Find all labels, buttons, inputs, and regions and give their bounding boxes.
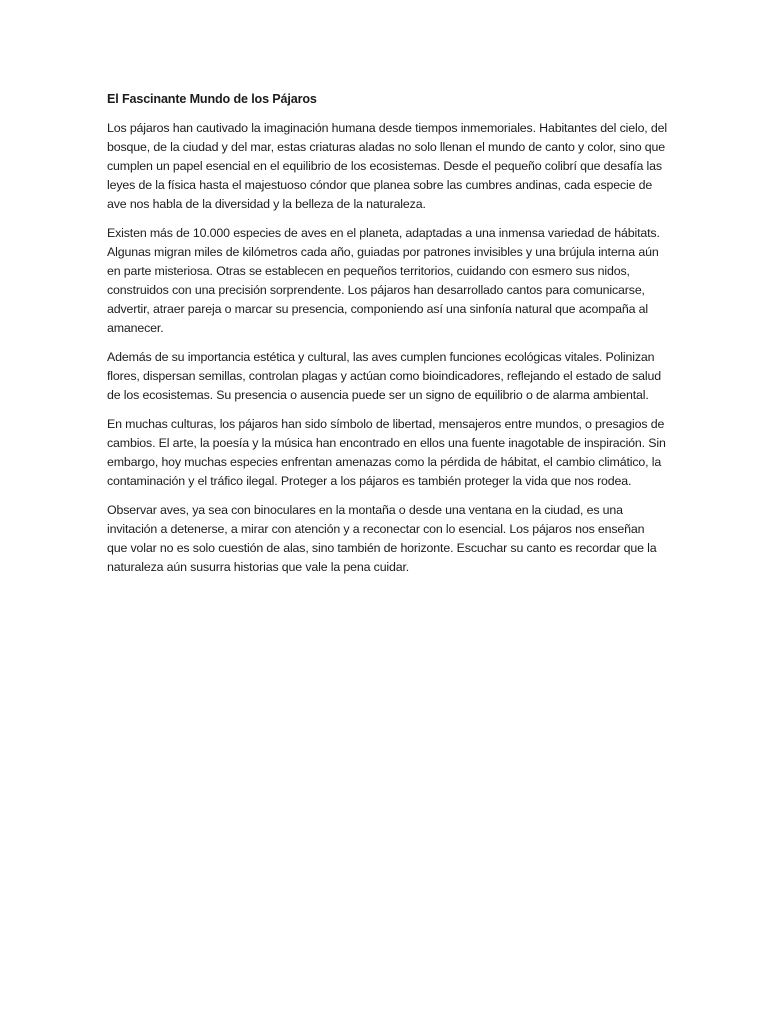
paragraph-2: Existen más de 10.000 especies de aves en el planeta, adaptadas a una inmensa variedad de hábitats. Algunas migran miles de kilómetros cada año, guiadas por patrones invisibles y una brújula interna aún en parte misteriosa. Otras se establecen en pequeños territorios, cuidando con esmero sus nidos, construidos con una precisión sorprendente. Los pájaros han desarrollado cantos para comunicarse, advertir, atraer pareja o marcar su presencia, componiendo así una sinfonía natural que acompaña al amanecer.	[107, 226, 660, 335]
document-title: El Fascinante Mundo de los Pájaros	[107, 92, 317, 106]
paragraph-1: Los pájaros han cautivado la imaginación humana desde tiempos inmemoriales. Habitantes del cielo, del bosque, de la ciudad y del mar, estas criaturas aladas no solo llenan el mundo de canto y color, sino que cumplen un papel esencial en el equilibrio de los ecosistemas. Desde el pequeño colibrí que desafía las leyes de la física hasta el majestuoso cóndor que planea sobre las cumbres andinas, cada especie de ave nos habla de la diversidad y la belleza de la naturaleza.	[107, 121, 667, 211]
document-page	[107, 88, 667, 587]
paragraph-3: Además de su importancia estética y cultural, las aves cumplen funciones ecológicas vitales. Polinizan flores, dispersan semillas, controlan plagas y actúan como bioindicadores, reflejando el estado de salud de los ecosistemas. Su presencia o ausencia puede ser un signo de equilibrio o de alarma ambiental.	[107, 350, 662, 402]
paragraph-5: Observar aves, ya sea con binoculares en la montaña o desde una ventana en la ciudad, es una invitación a detenerse, a mirar con atención y a reconectar con lo esencial. Los pájaros nos enseñan que volar no es solo cuestión de alas, sino también de horizonte. Escuchar su canto es recordar que la naturaleza aún susurra historias que vale la pena cuidar.	[107, 503, 657, 574]
paragraph-4: En muchas culturas, los pájaros han sido símbolo de libertad, mensajeros entre mundos, o presagios de cambios. El arte, la poesía y la música han encontrado en ellos una fuente inagotable de inspiración. Sin embargo, hoy muchas especies enfrentan amenazas como la pérdida de hábitat, el cambio climático, la contaminación y el tráfico ilegal. Proteger a los pájaros es también proteger la vida que nos rodea.	[107, 417, 666, 488]
